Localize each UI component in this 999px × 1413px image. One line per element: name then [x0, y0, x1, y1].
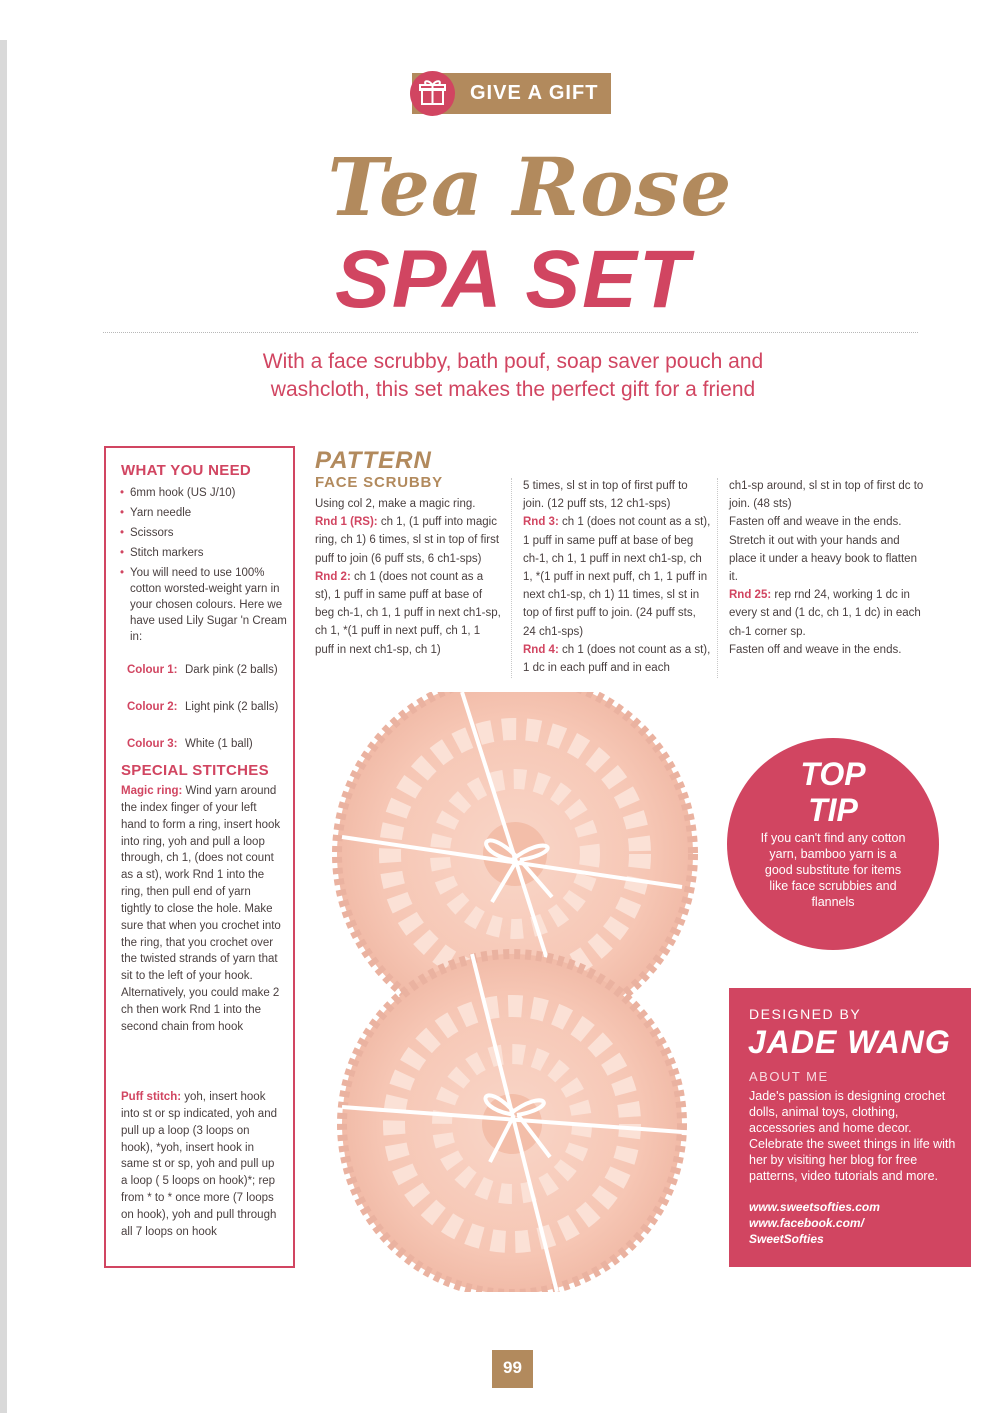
round-text: ch 1 (does not count as a st), 1 puff in same puff at base of beg ch-1, ch 1, 1 puff in next ch1-sp, ch 1, *(1 puff in next puff, ch 1, 1 puff in next ch1-sp, ch 1) 11 times, sl st in top of first puff to join. (24 puff sts, 24 ch1-sps) [523, 516, 711, 638]
page-title: SPA SET [335, 234, 691, 325]
colour-row [127, 699, 279, 715]
round-label: Rnd 1 (RS): [315, 516, 378, 529]
pattern-round [315, 513, 501, 568]
top-tip-text: If you can't find any cotton yarn, bamboo yarn is a good substitute for items like face scrubbies and flannels [760, 831, 906, 909]
pattern-round [315, 568, 501, 659]
scrubby-bottom [342, 954, 682, 1292]
designer-bio: Jade's passion is designing crochet dolls, animal toys, clothing, accessories and home decor. Celebrate the sweet things in life with her by visiting her blog for free patterns, video tutorials and more. [749, 1089, 956, 1183]
stitch-label: Magic ring: [121, 785, 183, 797]
list-item: • 6mm hook (US J/10) [120, 485, 290, 501]
pattern-round [729, 586, 925, 641]
pattern-round [523, 641, 711, 677]
tip-heading-line: TIP [808, 792, 858, 828]
subtitle-line: With a face scrubby, bath pouf, soap saver pouch and [262, 350, 764, 373]
round-text: ch 1 (does not count as a st), 1 dc in each puff and in each [523, 643, 711, 675]
gift-icon [410, 71, 455, 116]
subtitle [180, 348, 846, 404]
colour-row [127, 736, 253, 752]
stitch-text: Wind yarn around the index finger of your left hand to form a ring, insert hook into ring, yoh and pull a loop through, ch 1, (does not count as a st), work Rnd 1 into the ring, then pull end of yarn tightly to close the hole. Make sure that when you crochet into the ring, that you crochet over the twisted strands of yarn that sit to the left of your hook. Alternatively, you could make 2 ch then work Rnd 1 into the second chain from hook [121, 785, 281, 1033]
round-text: ch 1, (1 puff into magic ring, ch 1) 6 times, sl st in top of first puff to join (6 puff sts, 6 ch1-sps) [315, 516, 500, 565]
colour-label: Colour 2: [127, 701, 178, 713]
puff-stitch-instructions [121, 1089, 281, 1241]
round-text: rep rnd 24, working 1 dc in every st and (1 dc, ch 1, 1 dc) in each ch-1 corner sp. [729, 589, 921, 638]
scrubbies-photo [322, 692, 722, 1292]
materials-box [104, 446, 295, 1268]
pattern-text: 5 times, sl st in top of first puff to join. (12 puff sts, 12 ch1-sps) [523, 480, 688, 511]
stitch-label: Puff stitch: [121, 1091, 182, 1103]
round-label: Rnd 2: [315, 570, 351, 583]
list-item: • Stitch markers [120, 545, 290, 561]
pattern-text: Using col 2, make a magic ring. [315, 498, 476, 510]
pattern-heading: PATTERN [315, 447, 432, 474]
colour-row [127, 662, 278, 678]
subtitle-line: washcloth, this set makes the perfect gift for a friend [270, 378, 756, 401]
title-script: Tea Rose [327, 140, 733, 234]
column-divider [717, 478, 718, 678]
special-stitches-heading: SPECIAL STITCHES [121, 762, 269, 779]
colour-label: Colour 3: [127, 738, 178, 750]
face-scrubby-heading: FACE SCRUBBY [315, 474, 443, 491]
designer-name: JADE WANG [748, 1024, 951, 1060]
designed-by-label: DESIGNED BY [749, 1006, 862, 1022]
page-number: 99 [492, 1350, 533, 1388]
top-tip-badge [727, 738, 939, 950]
about-me-label: ABOUT ME [749, 1069, 829, 1084]
pattern-round [523, 513, 711, 640]
tip-heading-line: TOP [800, 756, 866, 792]
what-you-need-heading: WHAT YOU NEED [121, 462, 252, 479]
list-item: • Scissors [120, 525, 290, 541]
pattern-text: Fasten off and weave in the ends. [729, 643, 902, 656]
materials-list [120, 485, 290, 649]
pattern-column-1 [315, 495, 501, 659]
list-item: • You will need to use 100% cotton worsted-weight yarn in your chosen colours. Here we have used Lily Sugar 'n Cream in: [120, 565, 290, 645]
pattern-column-2 [523, 477, 711, 677]
round-label: Rnd 4: [523, 643, 559, 656]
colour-value: Light pink (2 balls) [185, 701, 279, 713]
pattern-text: Fasten off and weave in the ends. Stretch it out with your hands and place it under a heavy book to flatten it. [729, 516, 917, 584]
colour-value: Dark pink (2 balls) [185, 664, 278, 676]
round-label: Rnd 25: [729, 589, 772, 602]
list-item: • Yarn needle [120, 505, 290, 521]
section-badge [412, 73, 611, 114]
website-link[interactable]: www.sweetsofties.com [749, 1200, 880, 1214]
facebook-link[interactable]: www.facebook.com/ [749, 1216, 864, 1230]
round-label: Rnd 3: [523, 516, 559, 529]
round-text: ch 1 (does not count as a st), 1 puff in same puff at base of beg ch-1, ch 1, 1 puff in next ch1-sp, ch 1, *(1 puff in next puff, ch 1, 1 puff in next ch1-sp, ch 1) [315, 570, 501, 656]
colour-value: White (1 ball) [185, 738, 253, 750]
pattern-column-3 [729, 477, 925, 659]
colour-label: Colour 1: [127, 664, 178, 676]
pattern-text: ch1-sp around, sl st in top of first dc to join. (48 sts) [729, 480, 924, 511]
top-tip-heading [727, 756, 939, 828]
stitch-text: yoh, insert hook into st or sp indicated, yoh and pull up a loop (3 loops on hook), *yoh, insert hook in same st or sp, yoh and pull up a loop ( 5 loops on hook)*; rep from * to * once more (7 loops on hook), yoh and pull through all 7 loops on hook [121, 1091, 277, 1238]
facebook-link-continued[interactable]: SweetSofties [749, 1232, 824, 1246]
column-divider [511, 478, 512, 678]
divider [103, 332, 918, 333]
magic-ring-instructions [121, 783, 281, 1036]
badge-label: GIVE A GIFT [470, 82, 599, 104]
designer-box [729, 988, 971, 1267]
